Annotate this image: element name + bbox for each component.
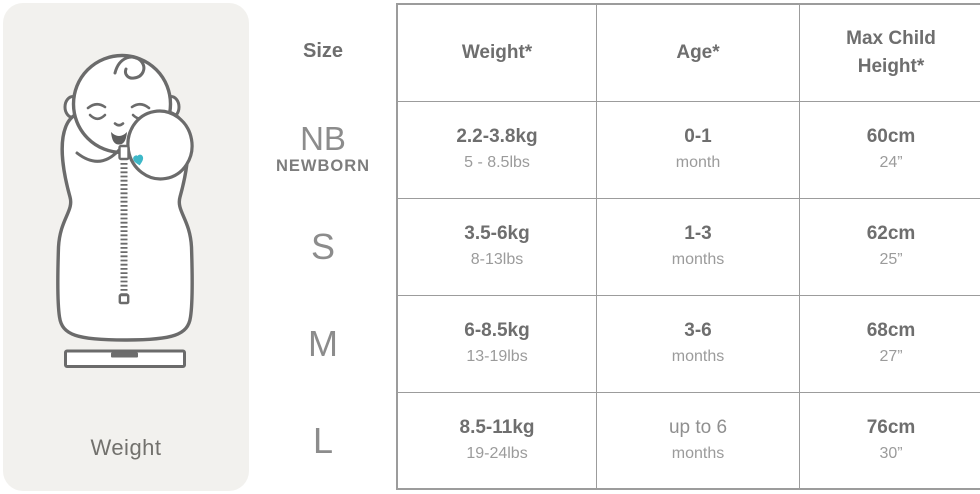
age-cell: [597, 101, 800, 198]
table-row-m: [397, 295, 980, 392]
sub-value: 30”: [879, 444, 903, 462]
size-code: L: [312, 420, 334, 462]
swaddled-baby-illustration: [55, 49, 195, 371]
size-header-label: Size: [302, 40, 344, 63]
table-header-row: [397, 4, 980, 101]
main-value: 60cm: [866, 126, 916, 148]
size-code: S: [310, 225, 335, 267]
size-code: M: [308, 323, 338, 365]
size-name: NEWBORN: [275, 157, 371, 176]
column-header-height: [800, 4, 980, 101]
height-cell: [800, 295, 980, 392]
main-value: 76cm: [866, 417, 916, 438]
sub-value: months: [671, 250, 725, 268]
column-header-weight: [397, 4, 597, 101]
table-row-l: [397, 392, 980, 489]
sub-value: 24”: [879, 153, 903, 171]
size-row-l: [250, 393, 396, 490]
main-value: 1-3: [684, 223, 712, 245]
size-row-nb: [250, 100, 396, 197]
sub-value: months: [671, 347, 725, 365]
size-row-m: [250, 295, 396, 392]
weight-cell: [397, 295, 597, 392]
size-column-header: [250, 3, 396, 100]
age-cell: [597, 198, 800, 295]
sub-value: 5 - 8.5lbs: [464, 153, 530, 171]
height-cell: [800, 392, 980, 489]
sub-value: months: [671, 444, 725, 462]
column-header-label: Age*: [676, 41, 720, 63]
weight-caption: Weight: [90, 435, 162, 460]
column-header-label: Weight*: [461, 41, 533, 63]
main-value: 3-6: [684, 320, 712, 342]
table-row-s: [397, 198, 980, 295]
size-code: NB: [300, 119, 346, 157]
height-cell: [800, 198, 980, 295]
age-cell: [597, 392, 800, 489]
sub-value: 27”: [879, 347, 903, 365]
age-cell: [597, 295, 800, 392]
weight-cell: [397, 392, 597, 489]
main-value: 62cm: [866, 223, 916, 245]
weight-cell: [397, 101, 597, 198]
sub-value: 19-24lbs: [466, 444, 528, 462]
size-column: [250, 3, 396, 490]
scale-icon: [66, 351, 185, 367]
weight-cell: [397, 198, 597, 295]
main-value: 0-1: [684, 126, 712, 148]
column-header-label: Max Child Height*: [846, 28, 936, 77]
sub-value: 8-13lbs: [470, 250, 524, 268]
main-value: 3.5-6kg: [464, 223, 530, 245]
weight-panel: [3, 3, 249, 491]
sub-value: 25”: [879, 250, 903, 268]
main-value: 6-8.5kg: [464, 320, 530, 342]
table-row-nb: [397, 101, 980, 198]
main-value: 68cm: [866, 320, 916, 342]
main-value: 2.2-3.8kg: [456, 126, 538, 148]
column-header-age: [597, 4, 800, 101]
main-value: 8.5-11kg: [459, 417, 535, 438]
height-cell: [800, 101, 980, 198]
size-row-s: [250, 198, 396, 295]
size-table: [396, 3, 980, 490]
main-value: up to 6: [668, 417, 728, 438]
sub-value: month: [675, 153, 721, 171]
sub-value: 13-19lbs: [466, 347, 528, 365]
